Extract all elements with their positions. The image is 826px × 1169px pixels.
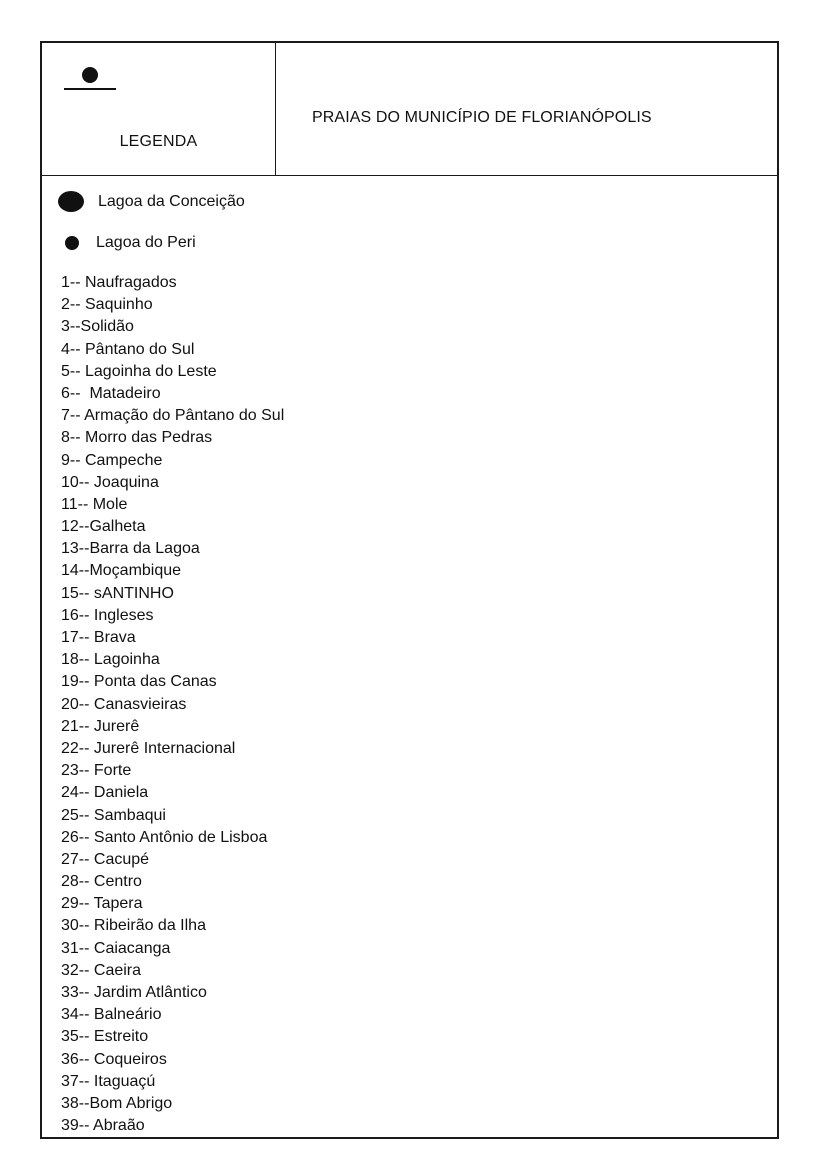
beach-list-item: 15-- sANTINHO bbox=[61, 584, 174, 602]
beach-list-item: 31-- Caiacanga bbox=[61, 939, 171, 957]
beach-list-item: 29-- Tapera bbox=[61, 895, 143, 913]
beach-list-item: 1-- Naufragados bbox=[61, 274, 177, 291]
beach-list-item: 10-- Joaquina bbox=[61, 473, 159, 491]
filled-circle-icon bbox=[82, 67, 98, 83]
lagoon-label: Lagoa da Conceição bbox=[98, 192, 245, 210]
beach-list-item: 26-- Santo Antônio de Lisboa bbox=[61, 828, 268, 846]
beach-list-item: 30-- Ribeirão da Ilha bbox=[61, 917, 206, 935]
legend-frame bbox=[40, 41, 779, 1139]
beach-list-item: 34-- Balneário bbox=[61, 1006, 162, 1024]
beach-list-item: 21-- Jurerê bbox=[61, 717, 140, 735]
beach-list-item: 3--Solidão bbox=[61, 318, 134, 336]
lagoon-label: Lagoa do Peri bbox=[96, 234, 196, 251]
beach-list bbox=[61, 272, 284, 1137]
beach-list-item: 33-- Jardim Atlântico bbox=[61, 984, 207, 1001]
beach-list-item: 19-- Ponta das Canas bbox=[61, 673, 217, 691]
beach-list-item: 8-- Morro das Pedras bbox=[61, 429, 213, 447]
baseline-divider bbox=[64, 88, 116, 90]
beach-list-item: 25-- Sambaqui bbox=[61, 806, 166, 824]
legend-label: LEGENDA bbox=[119, 133, 198, 150]
beach-list-item: 39-- Abraão bbox=[61, 1117, 145, 1135]
large-filled-circle-icon bbox=[58, 191, 84, 212]
beach-list-item: 32-- Caeira bbox=[61, 961, 142, 979]
legend-header bbox=[42, 43, 777, 176]
beach-list-item: 14--Moçambique bbox=[61, 562, 182, 580]
beach-list-item: 5-- Lagoinha do Leste bbox=[61, 362, 217, 380]
beach-list-item: 38--Bom Abrigo bbox=[61, 1094, 173, 1112]
beach-list-item: 16-- Ingleses bbox=[61, 606, 154, 624]
beach-list-item: 9-- Campeche bbox=[61, 451, 163, 469]
beach-list-item: 17-- Brava bbox=[61, 629, 136, 646]
beach-list-item: 20-- Canasvieiras bbox=[61, 695, 187, 713]
lagoon-entry-peri bbox=[65, 234, 196, 252]
lagoon-entry-conceicao bbox=[58, 191, 245, 212]
beach-list-item: 36-- Coqueiros bbox=[61, 1050, 167, 1068]
legend-symbol-cell bbox=[42, 43, 276, 175]
beach-list-item: 2-- Saquinho bbox=[61, 296, 153, 314]
beach-list-item: 24-- Daniela bbox=[61, 784, 149, 802]
beach-list-item: 12--Galheta bbox=[61, 518, 146, 536]
beach-list-item: 35-- Estreito bbox=[61, 1028, 149, 1046]
beach-list-item: 4-- Pântano do Sul bbox=[61, 340, 195, 358]
beach-list-item: 13--Barra da Lagoa bbox=[61, 540, 200, 558]
beach-list-item: 23-- Forte bbox=[61, 762, 132, 780]
beach-list-item: 37-- Itaguaçú bbox=[61, 1072, 156, 1090]
small-filled-circle-icon bbox=[65, 236, 79, 250]
beach-list-item: 18-- Lagoinha bbox=[61, 651, 160, 669]
beach-list-item: 28-- Centro bbox=[61, 873, 142, 891]
beach-list-item: 6-- Matadeiro bbox=[61, 384, 161, 402]
beach-list-item: 11-- Mole bbox=[61, 495, 128, 513]
beach-list-item: 27-- Cacupé bbox=[61, 850, 150, 868]
map-title: PRAIAS DO MUNICÍPIO DE FLORIANÓPOLIS bbox=[312, 109, 652, 126]
beach-list-item: 22-- Jurerê Internacional bbox=[61, 739, 236, 757]
beach-list-item: 7-- Armação do Pântano do Sul bbox=[61, 407, 285, 425]
